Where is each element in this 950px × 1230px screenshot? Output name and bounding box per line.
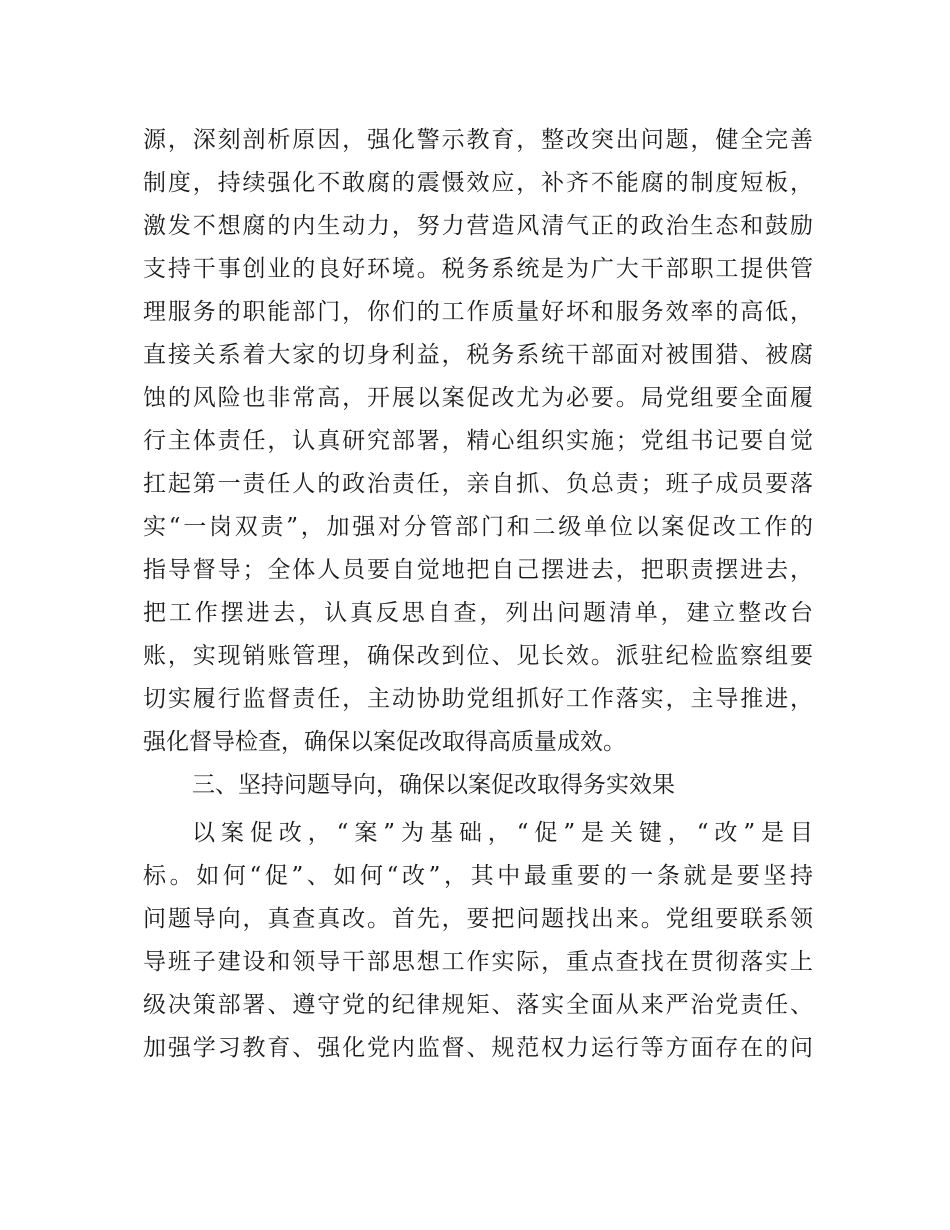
text-line: 指导督导；全体人员要自觉地把自己摆进去，把职责摆进去，: [143, 557, 813, 583]
text-line: 行主体责任，认真研究部署，精心组织实施；党组书记要自觉: [143, 428, 813, 454]
text-line: 标。如何“促”、如何“改”，其中最重要的一条就是要坚持: [143, 863, 813, 889]
text-line: 账，实现销账管理，确保改到位、见长效。派驻纪检监察组要: [143, 643, 813, 669]
text-line: 激发不想腐的内生动力，努力营造风清气正的政治生态和鼓励: [143, 213, 813, 239]
text-line: 制度，持续强化不敢腐的震慑效应，补齐不能腐的制度短板，: [143, 170, 813, 196]
text-line: 以案促改，“案”为基础，“促”是关键，“改”是目: [192, 820, 813, 846]
text-line: 问题导向，真查真改。首先，要把问题找出来。党组要联系领: [143, 906, 813, 932]
text-line: 支持干事创业的良好环境。税务系统是为广大干部职工提供管: [143, 256, 813, 282]
text-line: 直接关系着大家的切身利益，税务系统干部面对被围猎、被腐: [143, 342, 813, 368]
section-heading: 三、坚持问题导向，确保以案促改取得务实效果: [192, 772, 675, 798]
text-line: 蚀的风险也非常高，开展以案促改尤为必要。局党组要全面履: [143, 385, 813, 411]
text-line: 实“一岗双责”，加强对分管部门和二级单位以案促改工作的: [143, 514, 813, 540]
text-line: 加强学习教育、强化党内监督、规范权力运行等方面存在的问: [143, 1035, 813, 1061]
text-line: 源，深刻剖析原因，强化警示教育，整改突出问题，健全完善: [143, 127, 813, 153]
text-line: 导班子建设和领导干部思想工作实际，重点查找在贯彻落实上: [143, 949, 813, 975]
text-line: 级决策部署、遵守党的纪律规矩、落实全面从来严治党责任、: [143, 992, 813, 1018]
text-line: 理服务的职能部门，你们的工作质量好坏和服务效率的高低，: [143, 299, 813, 325]
text-line: 强化督导检查，确保以案促改取得高质量成效。: [143, 729, 626, 755]
text-line: 切实履行监督责任，主动协助党组抓好工作落实，主导推进，: [143, 686, 813, 712]
text-line: 把工作摆进去，认真反思自查，列出问题清单，建立整改台: [143, 600, 813, 626]
text-line: 扛起第一责任人的政治责任，亲自抓、负总责；班子成员要落: [143, 471, 813, 497]
